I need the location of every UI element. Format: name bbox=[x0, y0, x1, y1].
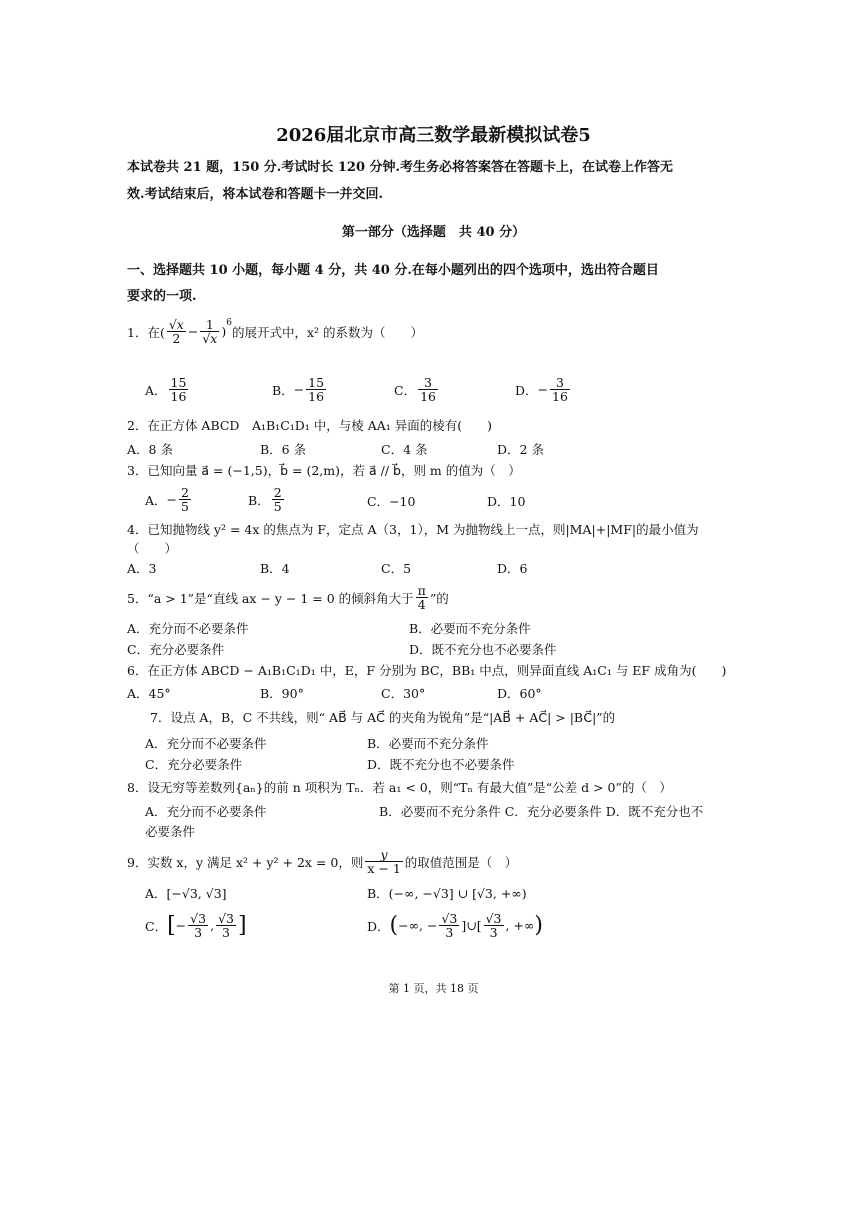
exam-title: 2026届北京市高三数学最新模拟试卷5 bbox=[276, 125, 591, 146]
question-4-option-d: D．6 bbox=[497, 561, 528, 576]
question-8-stem: 8．设无穷等差数列{aₙ}的前 n 项积为 Tₙ．若 a₁ < 0，则“Tₙ 有最大值”是“公差 d > 0”的（ ） bbox=[127, 780, 672, 795]
question-1-stem: 1．在( $\frac{√x}{2}$ − $\frac{1}{√x}$ ) $^6$ 的展开式中，x² 的系数为（ ） bbox=[127, 317, 424, 347]
question-1-term1: $\frac{√x}{2}$ bbox=[168, 317, 184, 347]
question-6-option-a: A．45° bbox=[127, 686, 171, 701]
intro-line-2: 效.考试结束后，将本试卷和答题卡一并交回. bbox=[127, 187, 384, 202]
question-6-option-d: D．60° bbox=[497, 686, 542, 701]
question-2-stem: 2．在正方体 ABCD A₁B₁C₁D₁ 中，与棱 AA₁ 异面的棱有( ) bbox=[127, 418, 493, 433]
question-5-option-d: D．既不充分也不必要条件 bbox=[409, 642, 557, 657]
question-9-option-c: C． [ − $\frac{√3}{3}$ , $\frac{√3}{3}$ ] bbox=[145, 911, 247, 941]
question-3-option-d: D．10 bbox=[487, 494, 526, 509]
question-3-stem: 3．已知向量 a⃗ = (−1,5)，b⃗ = (2,m)，若 a⃗ // b⃗，则 m 的值为（ ） bbox=[127, 463, 521, 478]
question-5-stem: 5．“a > 1”是“直线 ax − y − 1 = 0 的倾斜角大于 $\frac{\pi}{4}$ ”的 bbox=[127, 583, 449, 613]
question-5-option-a: A．充分而不必要条件 bbox=[127, 621, 249, 636]
section-instruction-2: 要求的一项. bbox=[127, 289, 197, 304]
question-9-option-b: B．(−∞, −√3] ∪ [√3, +∞) bbox=[367, 886, 527, 901]
question-9-option-a: A．[−√3, √3] bbox=[145, 886, 227, 901]
question-4-option-b: B．4 bbox=[260, 561, 290, 576]
question-1-option-b: B． − $\frac{15}{16}$ bbox=[272, 375, 325, 405]
question-1-prefix: 1．在( bbox=[127, 324, 165, 340]
question-3-option-a: A． − $\frac{2}{5}$ bbox=[145, 485, 189, 515]
question-3-option-c: C．−10 bbox=[367, 494, 416, 509]
question-7-option-d: D．既不充分也不必要条件 bbox=[367, 757, 515, 772]
question-2-option-a: A．8 条 bbox=[127, 442, 173, 457]
question-3-option-b: B． $\frac{2}{5}$ bbox=[248, 485, 282, 515]
question-1-exponent: 6 bbox=[226, 318, 232, 328]
question-8-options-line-2: 必要条件 bbox=[145, 824, 196, 839]
page-footer: 第 1 页，共 18 页 bbox=[388, 982, 479, 995]
question-4-stem: 4．已知抛物线 y² = 4x 的焦点为 F，定点 A（3，1），M 为抛物线上一点，则|MA|+|MF|的最小值为 bbox=[127, 522, 699, 537]
section-instruction-1: 一、选择题共 10 小题，每小题 4 分，共 40 分.在每小题列出的四个选项中，选出符合题目 bbox=[127, 263, 659, 278]
question-4-option-c: C．5 bbox=[381, 561, 412, 576]
question-4-option-a: A．3 bbox=[127, 561, 157, 576]
question-1-option-a: A． $\frac{15}{16}$ bbox=[145, 375, 187, 405]
intro-line-1: 本试卷共 21 题，150 分.考试时长 120 分钟.考生务必将答案答在答题卡上，在试卷上作答无 bbox=[127, 160, 674, 175]
question-2-option-d: D．2 条 bbox=[497, 442, 544, 457]
question-7-option-b: B．必要而不充分条件 bbox=[367, 736, 489, 751]
question-6-stem: 6．在正方体 ABCD − A₁B₁C₁D₁ 中，E，F 分别为 BC，BB₁ 中点，则异面直线 A₁C₁ 与 EF 成角为( ) bbox=[127, 663, 727, 678]
part-heading: 第一部分（选择题 共 40 分） bbox=[341, 225, 526, 240]
question-1-term2: $\frac{1}{√x}$ bbox=[202, 317, 218, 347]
question-2-option-c: C．4 条 bbox=[381, 442, 428, 457]
question-4-stem-2: （ ） bbox=[127, 541, 178, 556]
question-6-option-c: C．30° bbox=[381, 686, 426, 701]
question-5-option-c: C．充分必要条件 bbox=[127, 642, 225, 657]
question-7-option-a: A．充分而不必要条件 bbox=[145, 736, 267, 751]
question-2-option-b: B．6 条 bbox=[260, 442, 307, 457]
question-1-suffix: 的展开式中，x² 的系数为（ ） bbox=[231, 324, 424, 340]
question-9-option-d: D． ( −∞, − $\frac{√3}{3}$ ]∪[ $\frac{√3}{3}$ , +∞ ) bbox=[367, 911, 543, 941]
question-8-options-line-1: A．充分而不必要条件 B．必要而不充分条件 C．充分必要条件 D．既不充分也不 bbox=[145, 804, 704, 819]
question-7-stem: 7．设点 A，B，C 不共线，则“ AB⃗ 与 AC⃗ 的夹角为锐角”是“|AB⃗ + AC⃗| > |BC⃗|”的 bbox=[150, 710, 616, 725]
question-7-option-c: C．充分必要条件 bbox=[145, 757, 243, 772]
question-1-option-c: C． $\frac{3}{16}$ bbox=[394, 375, 436, 405]
question-1-option-d: D． − $\frac{3}{16}$ bbox=[515, 375, 568, 405]
question-6-option-b: B．90° bbox=[260, 686, 304, 701]
question-9-stem: 9．实数 x，y 满足 x² + y² + 2x = 0，则 $\frac{y}{x - 1}$ 的取值范围是（ ） bbox=[127, 847, 518, 877]
question-5-option-b: B．必要而不充分条件 bbox=[409, 621, 531, 636]
